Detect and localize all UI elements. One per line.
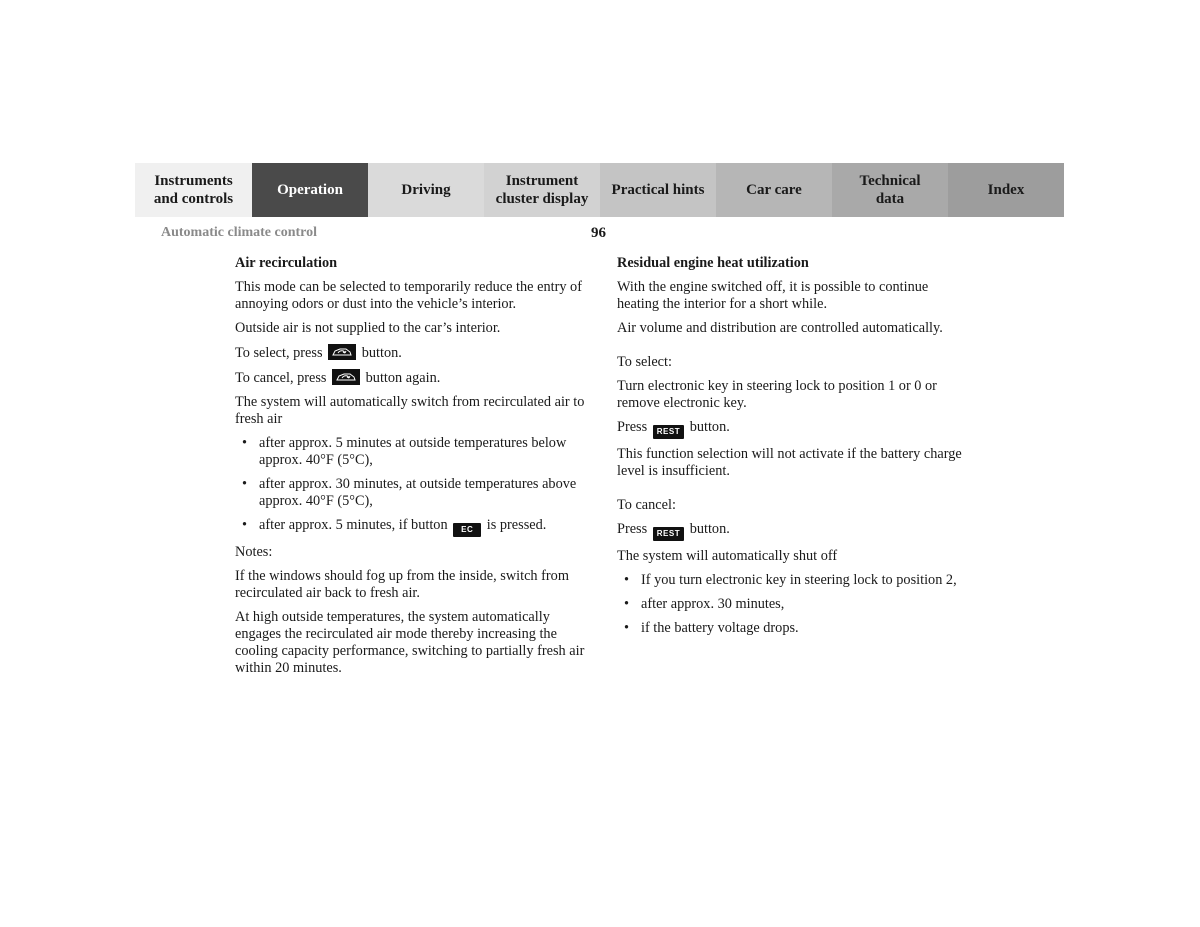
paragraph: The system will automatically switch from recirculated air to fresh air (235, 394, 585, 427)
press-text-pre: Press (617, 521, 648, 537)
rest-button-badge: REST (653, 425, 684, 439)
list-item: • after approx. 5 minutes at outside temperatures below approx. 40°F (5°C), (235, 435, 585, 469)
press-text-pre: Press (617, 419, 648, 435)
tab-car-care[interactable] (716, 163, 832, 217)
tab-label: Instrument cluster display (495, 173, 589, 207)
residual-heat-heading: Residual engine heat utilization (617, 255, 809, 271)
list-item: • If you turn electronic key in steering lock to position 2, (617, 572, 967, 589)
paragraph: At high outside temperatures, the system automatically engages the recirculated air mode thereby increasing the cooling capacity performance, switching to partially fresh air within 20 minutes. (235, 609, 585, 676)
recirculation-button-icon (332, 369, 360, 385)
paragraph: Outside air is not supplied to the car’s interior. (235, 320, 501, 336)
paragraph: If the windows should fog up from the inside, switch from recirculated air back to fresh air. (235, 568, 569, 601)
select-text-post: button. (361, 345, 402, 361)
press-text-post: button. (689, 419, 730, 435)
cancel-text-post: button again. (365, 370, 441, 386)
press-rest-instruction (617, 419, 967, 439)
tab-driving[interactable] (368, 163, 484, 217)
bullet-text-pre: after approx. 5 minutes, if button (259, 517, 448, 533)
tab-label: Driving (401, 182, 451, 198)
tab-label: Practical hints (611, 182, 705, 198)
ec-button-badge: EC (453, 523, 481, 537)
tab-index[interactable] (948, 163, 1064, 217)
tab-label: Operation (277, 182, 343, 198)
paragraph: With the engine switched off, it is possible to continue heating the interior for a short while. (617, 279, 929, 312)
tab-label: Index (987, 182, 1025, 198)
tab-label: Car care (746, 182, 802, 198)
tab-practical-hints[interactable] (600, 163, 716, 217)
press-rest-instruction (617, 521, 967, 541)
bullet-text-post: is pressed. (486, 517, 547, 533)
cancel-instruction (235, 369, 585, 387)
tab-label: Technical data (859, 173, 921, 207)
paragraph: This function selection will not activate if the battery charge level is insufficient. (617, 446, 962, 479)
page-number: 96 (591, 225, 606, 241)
air-recirculation-heading: Air recirculation (235, 255, 338, 271)
list-item: • if the battery voltage drops. (617, 620, 967, 637)
select-instruction (235, 344, 585, 362)
list-item (235, 517, 585, 537)
section-title: Automatic climate control (161, 225, 318, 240)
tab-technical-data[interactable] (832, 163, 948, 217)
tab-instruments-and-controls[interactable] (135, 163, 252, 217)
bullet-list (617, 572, 967, 637)
bullet-list (235, 435, 585, 537)
cancel-text-pre: To cancel, press (235, 370, 327, 386)
to-cancel-label: To cancel: (617, 497, 676, 513)
press-text-post: button. (689, 521, 730, 537)
paragraph: The system will automatically shut off (617, 548, 838, 564)
left-column (235, 255, 585, 684)
recirculation-button-icon (328, 344, 356, 360)
chapter-tabs (135, 163, 1064, 217)
right-column (617, 255, 967, 644)
list-item: • after approx. 30 minutes, (617, 596, 967, 613)
tab-label: Instruments and controls (153, 173, 234, 207)
tab-instrument-cluster-display[interactable] (484, 163, 600, 217)
paragraph: Air volume and distribution are controlled automatically. (617, 320, 943, 336)
rest-button-badge: REST (653, 527, 684, 541)
notes-label: Notes: (235, 544, 273, 560)
paragraph: This mode can be selected to temporarily reduce the entry of annoying odors or dust into the vehicle’s interior. (235, 279, 582, 312)
select-text-pre: To select, press (235, 345, 323, 361)
to-select-label: To select: (617, 354, 672, 370)
list-item: • after approx. 30 minutes, at outside temperatures above approx. 40°F (5°C), (235, 476, 585, 510)
paragraph: Turn electronic key in steering lock to position 1 or 0 or remove electronic key. (617, 378, 937, 411)
tab-operation[interactable] (252, 163, 368, 217)
